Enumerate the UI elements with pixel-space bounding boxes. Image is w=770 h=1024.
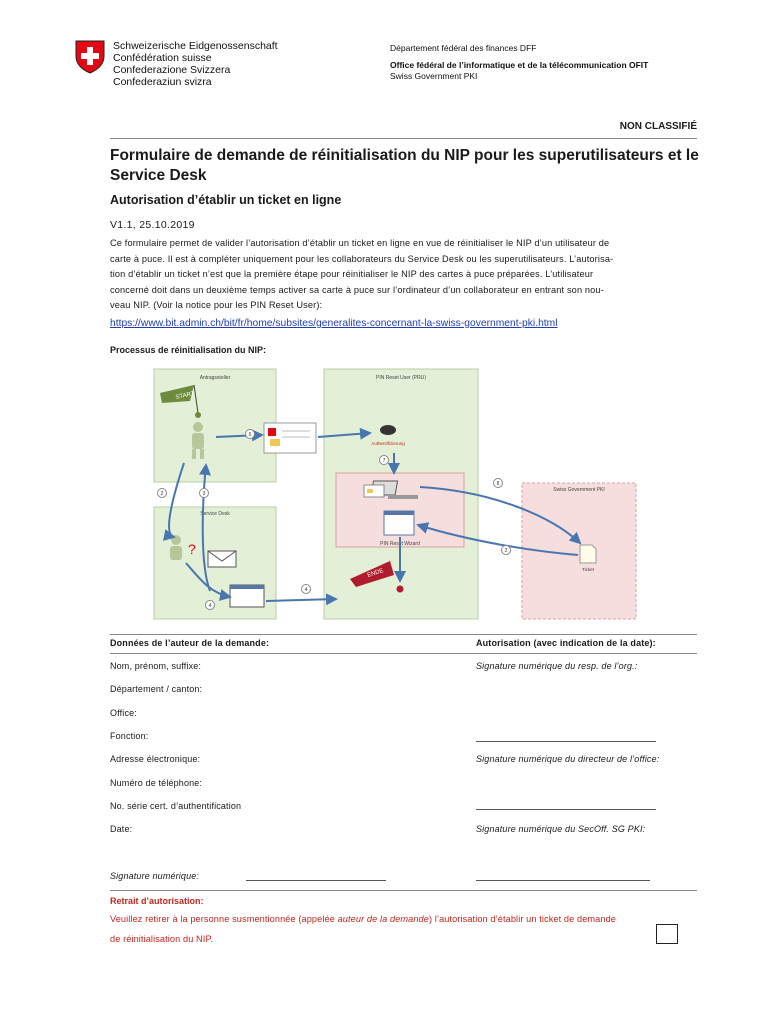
secoff-signature-line[interactable] — [476, 880, 650, 881]
pki-panel-label: Swiss Government PKI — [553, 487, 605, 493]
confederation-rm: Confederaziun svizra — [113, 76, 212, 88]
ticket-document-icon — [580, 545, 596, 572]
confederation-fr: Confédération suisse — [113, 52, 212, 64]
ticket-form-window-icon — [230, 585, 264, 607]
intro-line: concerné doit dans un deuxième temps activer sa carte à puce sur l’ordinateur d’un collaborateur en entrant son nou- — [110, 284, 604, 295]
process-heading: Processus de réinitialisation du NIP: — [110, 345, 267, 355]
header-divider — [110, 138, 697, 139]
signature-label: Signature numérique: — [110, 871, 200, 881]
org-signature-line[interactable] — [476, 741, 656, 742]
step-number: 2 — [504, 548, 508, 554]
withdrawal-text-line2: de réinitialisation du NIP. — [110, 934, 214, 944]
intro-paragraph — [110, 236, 700, 314]
form-bottom-divider — [110, 890, 697, 891]
start-label: START — [175, 391, 196, 401]
org-signature-label: Signature numérique du resp. de l’org.: — [476, 661, 638, 671]
withdrawal-text-part: Veuillez retirer à la personne susmentionnée (appelée — [110, 914, 338, 924]
unit-name: Swiss Government PKI — [390, 71, 478, 81]
swiss-crest-icon — [75, 40, 105, 74]
withdrawal-checkbox[interactable] — [656, 924, 678, 944]
intro-line: tion d’établir un ticket n’est que la première étape pour réinitialiser le NIP des cartes à puce préparées. L’utilisateur — [110, 269, 594, 280]
end-marker — [397, 586, 404, 593]
step-number: 6 — [248, 432, 252, 438]
classification-label: NON CLASSIFIÉ — [619, 121, 697, 132]
step-number: 8 — [496, 481, 500, 487]
document-subtitle: Autorisation d’établir un ticket en ligne — [110, 193, 342, 207]
field-name: Nom, prénom, suffixe: — [110, 661, 202, 671]
document-title: Formulaire de demande de réinitialisation du NIP pour les superutilisateurs et le Service Desk — [110, 147, 699, 184]
form-top-divider — [110, 634, 697, 635]
department-name: Département fédéral des finances DFF — [390, 43, 537, 53]
applicant-signature-line[interactable] — [246, 880, 386, 881]
field-date: Date: — [110, 824, 133, 834]
step-number: 4 — [304, 587, 308, 593]
service-desk-panel-label: Service Desk — [200, 511, 230, 517]
step-number: 2 — [160, 491, 164, 497]
wizard-panel — [336, 473, 464, 547]
intro-line: veau NIP. (Voir la notice pour les PIN Reset User): — [110, 300, 323, 311]
intro-line: Ce formulaire permet de valider l’autorisation d’établir un ticket en ligne en vue de réinitialiser le NIP d’un utilisateur de — [110, 238, 610, 248]
field-cert-serial: No. série cert. d’authentification — [110, 801, 242, 811]
withdrawal-text-italic: auteur de la demande — [337, 914, 429, 924]
department-block — [390, 43, 648, 82]
applicant-heading: Données de l’auteur de la demande: — [110, 638, 270, 648]
smartcard-icon — [364, 485, 384, 497]
field-department: Département / canton: — [110, 684, 203, 694]
withdrawal-heading: Retrait d’autorisation: — [110, 896, 204, 906]
director-signature-label: Signature numérique du directeur de l’office: — [476, 754, 660, 764]
intro-line: carte à puce. Il est à compléter uniquement pour les collaborateurs du Service Desk ou les superutilisateurs. L’autorisa- — [110, 253, 614, 264]
confederation-names — [113, 40, 278, 88]
pki-info-link[interactable]: https://www.bit.admin.ch/bit/fr/home/subsites/generalites-concernant-la-swiss-government-pki.html — [110, 318, 558, 329]
request-card-icon — [264, 423, 316, 453]
ticket-label: Ticket — [582, 567, 594, 572]
authentication-label: Authentifizierung — [371, 441, 405, 446]
director-signature-line[interactable] — [476, 809, 656, 810]
wizard-panel-label: PIN Reset Wizard — [380, 541, 420, 547]
confederation-de: Schweizerische Eidgenossenschaft — [113, 40, 278, 52]
office-name: Office fédéral de l’informatique et de la télécommunication OFIT — [390, 60, 649, 70]
step-number: 4 — [208, 603, 212, 609]
field-function: Fonction: — [110, 731, 149, 741]
email-icon — [208, 551, 236, 567]
document-version: V1.1, 25.10.2019 — [110, 219, 195, 231]
withdrawal-text — [110, 909, 710, 949]
authorization-heading: Autorisation (avec indication de la date): — [476, 638, 656, 648]
form-header-divider — [110, 653, 697, 654]
pru-panel-label: PIN Reset User (PRU) — [375, 375, 427, 381]
withdrawal-text-part: ) l’autorisation d’établir un ticket de demande — [428, 914, 616, 924]
step-number: 3 — [202, 491, 206, 497]
field-email: Adresse électronique: — [110, 754, 201, 764]
step-number: 7 — [382, 458, 386, 464]
applicant-panel-label: Antragssteller — [199, 375, 231, 381]
applicant-panel — [154, 369, 276, 482]
end-label: ENDE — [366, 568, 385, 579]
wizard-window-icon — [384, 511, 414, 535]
confederation-it: Confederazione Svizzera — [113, 64, 231, 76]
step-1-marker — [195, 412, 201, 418]
field-phone: Numéro de téléphone: — [110, 778, 203, 788]
secoff-signature-label: Signature numérique du SecOff. SG PKI: — [476, 824, 646, 834]
question-mark: ? — [188, 541, 196, 557]
field-office: Office: — [110, 708, 137, 718]
process-diagram — [150, 365, 640, 627]
